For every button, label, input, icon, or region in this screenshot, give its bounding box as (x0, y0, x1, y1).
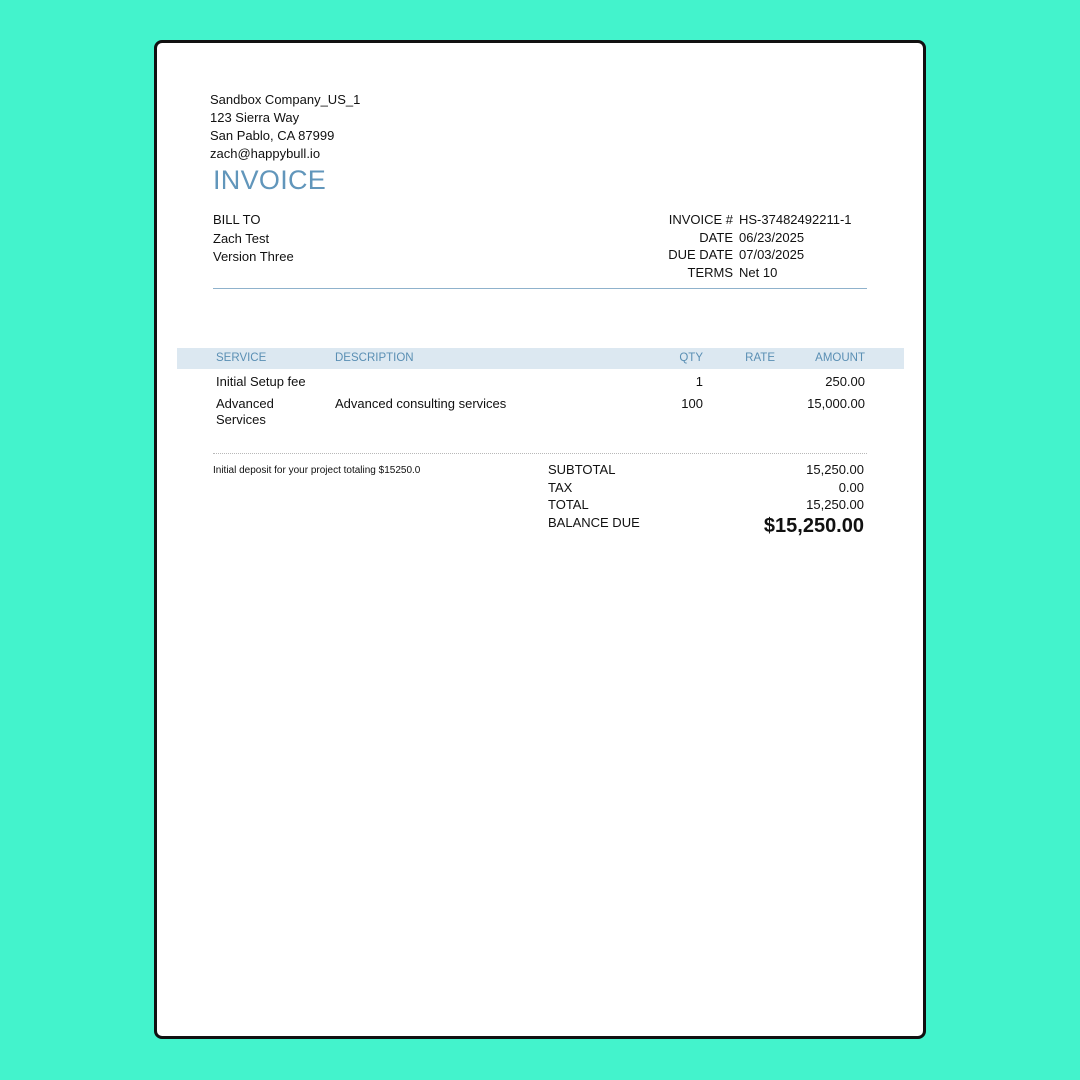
meta-terms (613, 264, 859, 282)
meta-due-value: 07/03/2025 (739, 247, 805, 262)
invoice-memo: Initial deposit for your project totaling $15250.0 (213, 465, 421, 476)
total-label: TOTAL (548, 497, 589, 512)
balance-due-value: $15,250.00 (763, 514, 864, 537)
meta-date-value: 06/23/2025 (739, 229, 805, 245)
row-description: Advanced consulting services (335, 396, 507, 411)
meta-invoice-value: HS-37482492211-1 (739, 212, 852, 227)
invoice-title: INVOICE (213, 165, 327, 195)
meta-terms-label: TERMS (687, 264, 733, 280)
meta-date-label: DATE (699, 229, 733, 245)
meta-invoice-label: INVOICE # (668, 212, 733, 227)
company-name: Sandbox Company_US_1 (210, 92, 361, 107)
bill-to-line2: Version Three (213, 249, 294, 264)
items-table-body (177, 374, 904, 436)
meta-due-date (613, 246, 859, 264)
company-email: zach@happybull.io (210, 146, 321, 161)
subtotal-label: SUBTOTAL (548, 462, 616, 477)
header-rate: RATE (745, 352, 775, 364)
header-divider (213, 288, 867, 289)
row-service: Advanced Services (216, 396, 274, 427)
subtotal-row (548, 461, 864, 479)
meta-terms-value: Net 10 (739, 264, 778, 280)
row-qty: 1 (695, 374, 703, 389)
header-service: SERVICE (216, 352, 267, 364)
header-qty: QTY (679, 352, 703, 364)
invoice-document (154, 40, 926, 1039)
meta-due-label: DUE DATE (668, 247, 733, 262)
row-qty: 100 (681, 396, 703, 411)
balance-due-label: BALANCE DUE (548, 514, 640, 530)
company-address-line1: 123 Sierra Way (210, 110, 300, 125)
table-row (177, 374, 904, 396)
tax-value: 0.00 (838, 479, 864, 495)
items-divider (213, 453, 867, 454)
table-row (177, 396, 904, 436)
row-amount: 15,000.00 (807, 396, 865, 411)
meta-date (613, 229, 859, 247)
invoice-meta (613, 211, 859, 281)
row-amount: 250.00 (825, 374, 865, 389)
company-block (210, 91, 360, 163)
tax-row (548, 479, 864, 497)
bill-to-name: Zach Test (213, 231, 270, 246)
balance-due-row (548, 514, 864, 537)
totals-block (548, 461, 864, 537)
tax-label: TAX (548, 479, 573, 495)
bill-to-block (213, 211, 294, 266)
items-table-header (177, 348, 904, 369)
header-description: DESCRIPTION (335, 352, 414, 364)
total-value: 15,250.00 (806, 497, 864, 512)
subtotal-value: 15,250.00 (806, 462, 864, 477)
bill-to-heading: BILL TO (213, 212, 261, 227)
header-amount: AMOUNT (815, 352, 865, 364)
meta-invoice-number (613, 211, 859, 229)
company-address-line2: San Pablo, CA 87999 (210, 128, 335, 143)
row-service: Initial Setup fee (216, 374, 306, 389)
